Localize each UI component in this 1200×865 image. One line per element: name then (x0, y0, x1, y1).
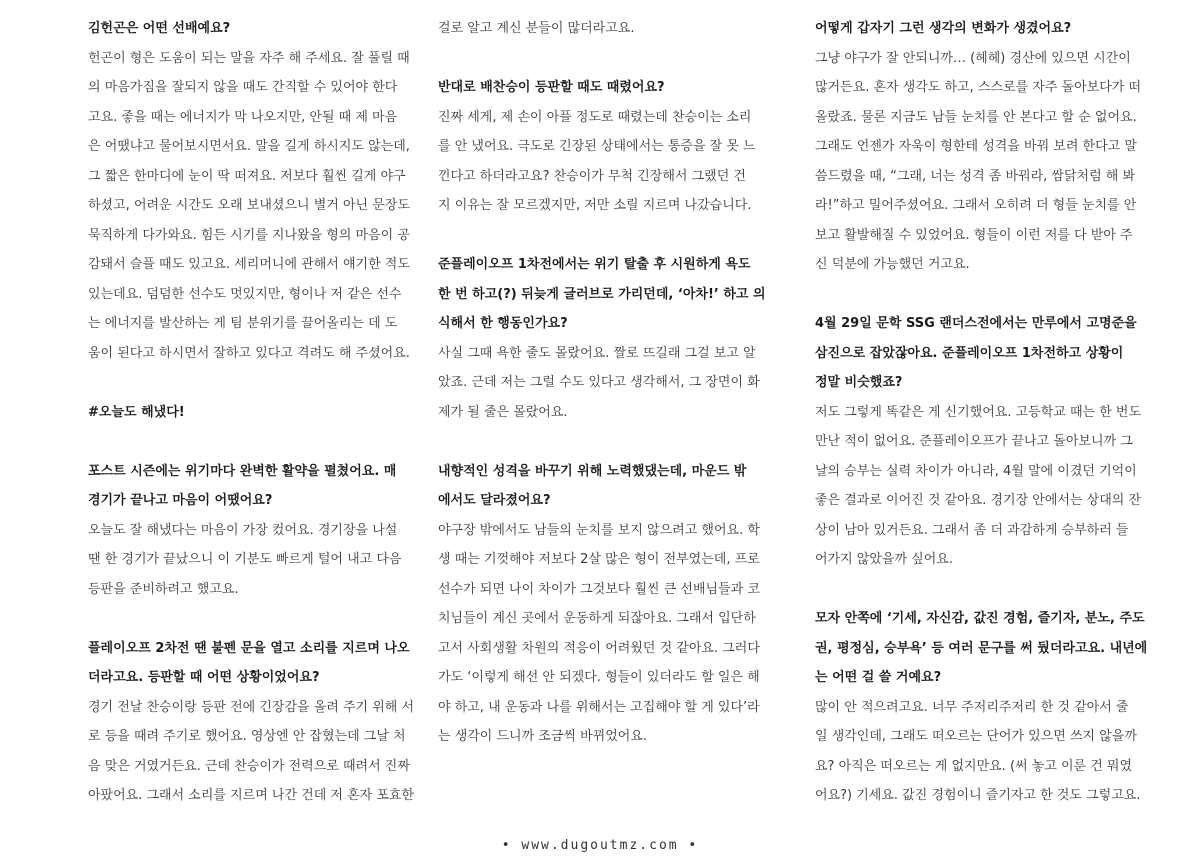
interview-question (815, 14, 1157, 44)
interview-question (88, 398, 430, 428)
text-line: 는 어떤 걸 쓸 거예요? (815, 670, 942, 685)
text-line: 헌곤이 형은 도움이 되는 말을 자주 해 주세요. 잘 풀릴 때 (88, 50, 410, 66)
interview-question (815, 604, 1157, 693)
paragraph-gap (88, 427, 430, 457)
text-line: 움이 된다고 하시면서 잘하고 있다고 격려도 해 주셨어요. (88, 345, 410, 361)
interview-answer (438, 14, 780, 44)
text-line: 고서 사회생활 차원의 적응이 어려웠던 것 같아요. 그러다 (438, 640, 760, 656)
text-line: 가도 ‘이렇게 해선 안 되겠다. 형들이 있더라도 할 일은 해 (438, 670, 760, 685)
text-line: 하셨고, 어려운 시간도 오래 보내셨으니 별거 아닌 문장도 (88, 198, 410, 213)
text-line: 를 안 냈어요. 극도로 긴장된 상태에서는 통증을 잘 못 느 (438, 139, 756, 154)
text-line: 정말 비슷했죠? (815, 375, 903, 390)
text-line: 로 등을 때려 주기로 했어요. 영상엔 안 잡혔는데 그날 처 (88, 729, 406, 744)
text-line: 반대로 배찬승이 등판할 때도 때렸어요? (438, 80, 665, 95)
paragraph-gap (438, 221, 780, 251)
text-line: 만난 적이 없어요. 준플레이오프가 끝나고 돌아보니까 그 (815, 434, 1133, 449)
text-line: 올랐죠. 물론 지금도 남들 눈치를 안 본다고 할 순 없어요. (815, 109, 1137, 125)
text-line: 권, 평정심, 승부욕’ 등 여러 문구를 써 뒀더라고요. 내년에 (815, 640, 1148, 656)
text-line: 등판을 준비하려고 했고요. (88, 581, 239, 597)
text-line: 감돼서 슬플 때도 있고요. 세리머니에 관해서 얘기한 적도 (88, 257, 410, 272)
text-line: 오늘도 잘 해냈다는 마음이 가장 컸어요. 경기장을 나설 (88, 522, 398, 538)
paragraph-gap (438, 44, 780, 74)
text-line: 일 생각인데, 그래도 떠오르는 단어가 있으면 쓰지 않을까 (815, 729, 1137, 744)
text-line: 고요. 좋을 때는 에너지가 막 나오지만, 안될 때 제 마음 (88, 109, 398, 125)
text-line: 신 덕분에 가능했던 거고요. (815, 257, 970, 272)
text-line: 경기 전날 찬승이랑 등판 전에 긴장감을 올려 주기 위해 서 (88, 699, 415, 715)
interview-question (438, 457, 780, 516)
column-1 (88, 14, 430, 811)
text-line: 식해서 한 행동인가요? (438, 316, 568, 331)
text-line: 그냥 야구가 잘 안되니까… (헤헤) 경산에 있으면 시간이 (815, 50, 1131, 66)
column-3 (815, 14, 1157, 811)
text-line: 걸로 알고 계신 분들이 많더라고요. (438, 21, 635, 36)
interview-answer (438, 103, 780, 221)
paragraph-gap (88, 368, 430, 398)
paragraph-gap (88, 604, 430, 634)
text-line: 플레이오프 2차전 땐 불펜 문을 열고 소리를 지르며 나오 (88, 640, 410, 656)
paragraph-gap (815, 280, 1157, 310)
text-line: 준플레이오프 1차전에서는 위기 탈출 후 시원하게 욕도 (438, 257, 751, 272)
interview-answer (815, 693, 1157, 811)
text-line: 날의 승부는 실력 차이가 아니라, 4월 말에 이겼던 기억이 (815, 463, 1137, 479)
interview-answer (438, 516, 780, 752)
text-line: 선수가 되면 나이 차이가 그것보다 훨씬 큰 선배님들과 코 (438, 581, 760, 597)
text-line: 어가지 않았을까 싶어요. (815, 552, 953, 567)
text-line: 야구장 밖에서도 남들의 눈치를 보지 않으려고 했어요. 학 (438, 522, 760, 538)
text-line: 한 번 하고(?) 뒤늦게 글러브로 가리던데, ‘아차!’ 하고 의 (438, 286, 766, 302)
text-line: 은 어땠냐고 물어보시면서요. 말을 길게 하시지도 않는데, (88, 139, 410, 154)
text-line: 있는데요. 덤덤한 선수도 멋있지만, 형이나 저 같은 선수 (88, 286, 402, 302)
text-line: 상이 남아 있거든요. 그래서 좀 더 과감하게 승부하러 들 (815, 522, 1129, 538)
footer-url: • www.dugoutmz.com • (501, 838, 699, 853)
text-line: 야 하고, 내 운동과 나를 위해서는 고집해야 할 게 있다’라 (438, 699, 760, 715)
interview-question (815, 309, 1157, 398)
interview-answer (815, 44, 1157, 280)
text-line: 제가 될 줄은 몰랐어요. (438, 404, 568, 420)
interview-question (88, 457, 430, 516)
text-line: 낀다고 하더라고요? 찬승이가 무척 긴장해서 그랬던 건 (438, 168, 746, 184)
text-line: 삼진으로 잡았잖아요. 준플레이오프 1차전하고 상황이 (815, 345, 1124, 361)
interview-question (438, 250, 780, 339)
text-line: #오늘도 해냈다! (88, 404, 185, 420)
text-line: 내향적인 성격을 바꾸기 위해 노력했댔는데, 마운드 밖 (438, 463, 747, 479)
text-line: 생 때는 기껏해야 저보다 2살 많은 형이 전부였는데, 프로 (438, 552, 760, 567)
interview-answer (815, 398, 1157, 575)
text-line: 그래도 언젠가 자욱이 형한테 성격을 바꿔 보려 한다고 말 (815, 139, 1137, 154)
text-line: 요? 아직은 떠오르는 게 없지만요. (써 놓고 이룬 건 뭐였 (815, 758, 1133, 774)
interview-question (88, 14, 430, 44)
text-line: 어떻게 갑자기 그런 생각의 변화가 생겼어요? (815, 21, 1072, 36)
interview-answer (88, 44, 430, 369)
text-line: 김헌곤은 어떤 선배예요? (88, 21, 231, 36)
text-line: 많이 안 적으려고요. 너무 주저리주저리 한 것 같아서 줄 (815, 699, 1129, 715)
text-line: 4월 29일 문학 SSG 랜더스전에서는 만루에서 고명준을 (815, 316, 1137, 331)
text-line: 저도 그렇게 똑같은 게 신기했어요. 고등학교 때는 한 번도 (815, 404, 1142, 420)
text-line: 모자 안쪽에 ‘기세, 자신감, 값진 경험, 즐기자, 분노, 주도 (815, 611, 1145, 626)
interview-question (438, 73, 780, 103)
text-line: 는 생각이 드니까 조금씩 바뀌었어요. (438, 729, 648, 744)
text-line: 아팠어요. 그래서 소리를 지르며 나간 건데 저 혼자 포효한 (88, 788, 415, 803)
text-line: 진짜 세게, 제 손이 아플 정도로 때렸는데 찬승이는 소리 (438, 109, 752, 125)
interview-answer (88, 693, 430, 811)
paragraph-gap (438, 427, 780, 457)
text-line: 묵직하게 다가와요. 힘든 시기를 지나왔을 형의 마음이 공 (88, 227, 410, 243)
text-line: 더라고요. 등판할 때 어떤 상황이었어요? (88, 670, 320, 685)
text-line: 씀드렸을 때, “그래, 너는 성격 좀 바꿔라, 쌈닭처럼 해 봐 (815, 168, 1136, 184)
interview-answer (438, 339, 780, 428)
text-line: 사실 그때 욕한 줄도 몰랐어요. 짤로 뜨길래 그걸 보고 알 (438, 345, 756, 361)
text-line: 좋은 결과로 이어진 것 같아요. 경기장 안에서는 상대의 잔 (815, 493, 1142, 508)
paragraph-gap (815, 575, 1157, 605)
text-line: 에서도 달라졌어요? (438, 493, 551, 508)
text-line: 경기가 끝나고 마음이 어땠어요? (88, 493, 273, 508)
text-line: 보고 활발해질 수 있었어요. 형들이 이런 저를 다 받아 주 (815, 227, 1133, 243)
interview-question (88, 634, 430, 693)
text-line: 의 마음가짐을 잘되지 않을 때도 간직할 수 있어야 한다 (88, 80, 398, 95)
text-line: 라!”하고 밀어주셨어요. 그래서 오히려 더 형들 눈치를 안 (815, 198, 1137, 213)
text-line: 았죠. 근데 저는 그럴 수도 있다고 생각해서, 그 장면이 화 (438, 375, 760, 390)
text-line: 땐 한 경기가 끝났으니 이 기분도 빠르게 털어 내고 다음 (88, 552, 402, 567)
text-line: 치님들이 계신 곳에서 운동하게 되잖아요. 그래서 입단하 (438, 611, 756, 626)
text-line: 포스트 시즌에는 위기마다 완벽한 활약을 펼쳤어요. 매 (88, 463, 397, 479)
text-line: 음 맞은 거였거든요. 근데 찬승이가 전력으로 때려서 진짜 (88, 758, 410, 774)
text-line: 그 짧은 한마디에 눈이 딱 떠져요. 저보다 훨씬 길게 야구 (88, 168, 406, 184)
text-line: 지 이유는 잘 모르겠지만, 저만 소릴 지르며 나갔습니다. (438, 198, 752, 213)
interview-answer (88, 516, 430, 605)
text-line: 는 에너지를 발산하는 게 팀 분위기를 끌어올리는 데 도 (88, 316, 398, 331)
column-2 (438, 14, 780, 752)
text-line: 많거든요. 혼자 생각도 하고, 스스로를 자주 돌아보다가 떠 (815, 80, 1142, 95)
text-line: 어요?) 기세요. 값진 경험이니 즐기자고 한 것도 그렇고요. (815, 788, 1141, 803)
